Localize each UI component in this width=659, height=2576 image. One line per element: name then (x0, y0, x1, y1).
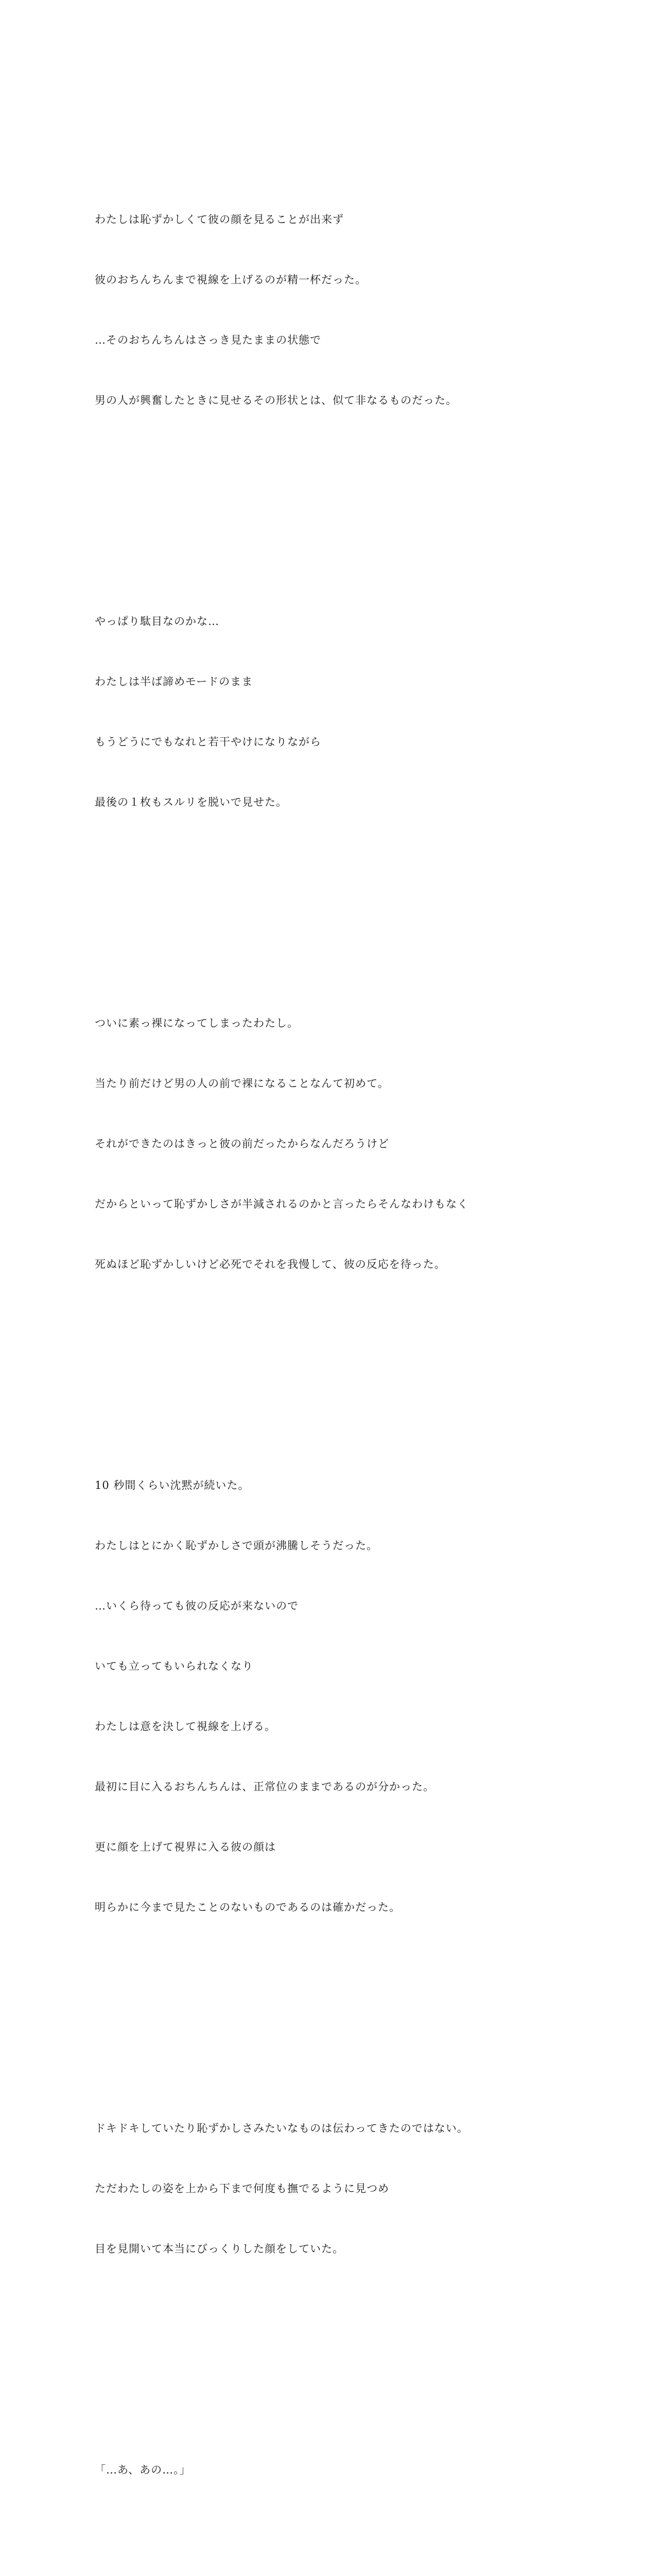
text-line: 「…あ、あの…。」 (95, 2464, 191, 2476)
text-line: わたしは意を決して視線を上げる。 (95, 1720, 276, 1733)
text-line: 男の人が興奮したときに見せるその形状とは、似て非なるものだった。 (95, 394, 457, 406)
text-line: 当たり前だけど男の人の前で裸になることなんて初めて。 (95, 1077, 389, 1090)
text-line: ついに素っ裸になってしまったわたし。 (95, 1017, 299, 1029)
text-line: ただわたしの姿を上から下まで何度も撫でるように見つめ (95, 2182, 389, 2195)
text-line: わたしは半ば諦めモードのまま (95, 675, 253, 688)
text-line: 更に顔を上げて視界に入る彼の顔は (95, 1841, 276, 1853)
text-line: 明らかに今まで見たことのないものであるのは確かだった。 (95, 1901, 401, 1913)
paragraph-gap (95, 1998, 610, 2018)
text-line: …いくら待っても彼の反応が来ないので (95, 1600, 299, 1612)
paragraph-gap (95, 491, 610, 511)
text-line: 最後の１枚もスルリを脱いで見せた。 (95, 796, 287, 808)
paragraph (95, 1435, 610, 1958)
text-line: わたしは恥ずかしくて彼の顔を見ることが出来ず (95, 213, 344, 226)
text-line: わたしはとにかく恥ずかしさで頭が沸騰しそうだった。 (95, 1539, 378, 1552)
paragraph (95, 973, 610, 1315)
text-line: ドキドキしていたり恥ずかしさみたいなものは伝わってきたのではない。 (95, 2122, 469, 2134)
text-line: 最初に目に入るおちんちんは、正常位のままであるのが分かった。 (95, 1781, 435, 1793)
dialogue (95, 2420, 610, 2520)
text-line: 目を見開いて本当にびっくりした顔をしていた。 (95, 2243, 344, 2255)
text-line: やっぱり駄目なのかな… (95, 615, 219, 628)
paragraph (95, 571, 610, 853)
paragraph (95, 170, 610, 451)
text-line: それができたのはきっと彼の前だったからなんだろうけど (95, 1138, 389, 1150)
text-line: 10 秒間くらい沈黙が続いた。 (95, 1479, 250, 1492)
paragraph-gap (95, 1355, 610, 1375)
text-line: 死ぬほど恥ずかしいけど必死でそれを我慢して、彼の反応を待った。 (95, 1258, 446, 1270)
document-body (95, 109, 610, 2576)
text-line: だからといって恥ずかしさが半減されるのかと言ったらそんなわけもなく (95, 1198, 469, 1210)
paragraph-gap (95, 893, 610, 913)
paragraph-gap (95, 2340, 610, 2360)
text-line: いても立ってもいられなくなり (95, 1660, 253, 1672)
text-line: …そのおちんちんはさっき見たままの状態で (95, 334, 321, 346)
paragraph-gap (95, 2561, 610, 2576)
paragraph (95, 2078, 610, 2299)
text-line: もうどうにでもなれと若干やけになりながら (95, 736, 321, 748)
text-line: 彼のおちんちんまで視線を上げるのが精一杯だった。 (95, 274, 367, 286)
